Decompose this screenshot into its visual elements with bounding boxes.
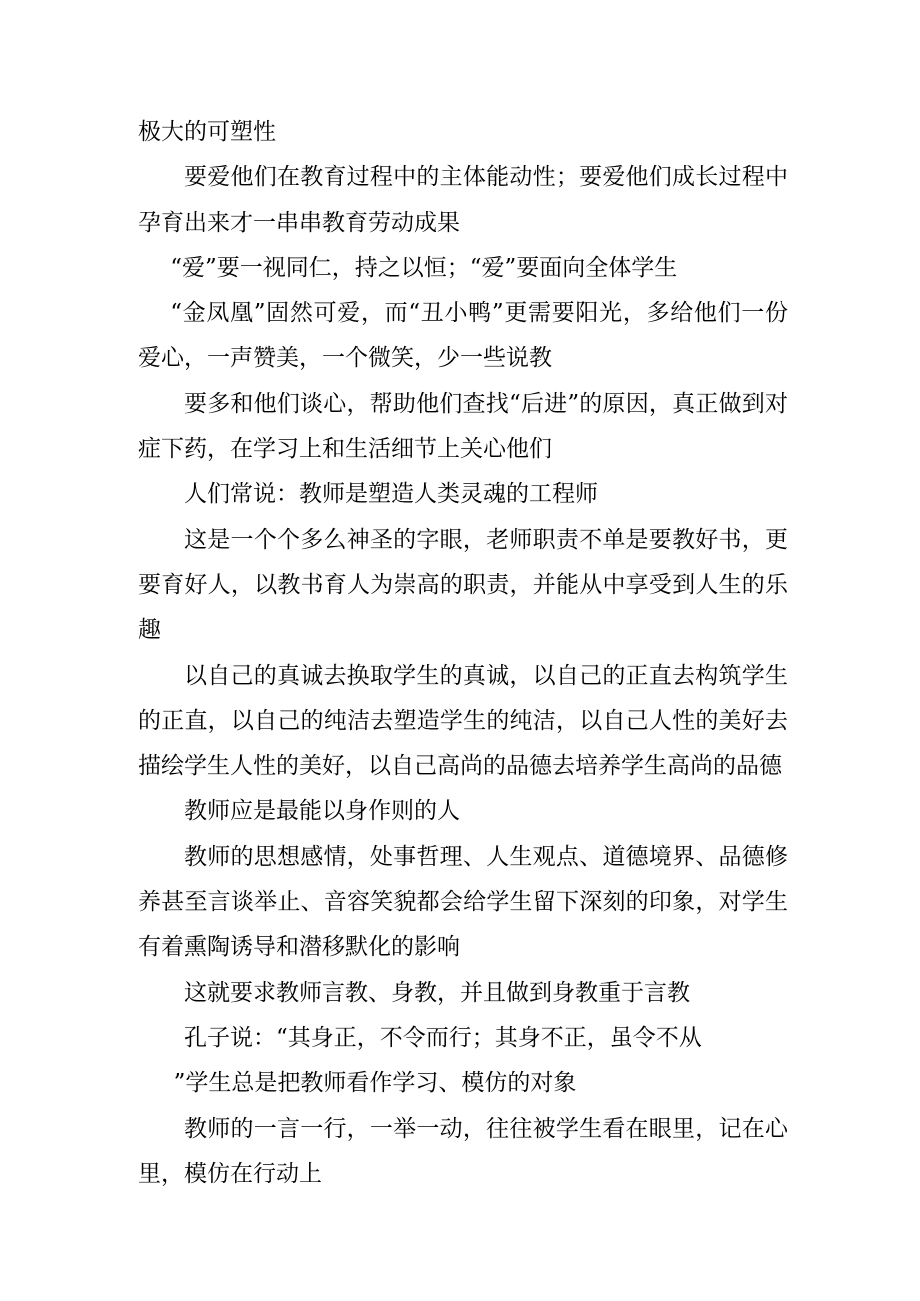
paragraph-9: 教师应是最能以身作则的人 (184, 798, 460, 825)
paragraph-7: 这是一个个多么神圣的字眼，老师职责不单是要教好书，更要育好人，以教书育人为崇高的职责，并能从中享受到人生的乐趣 (138, 526, 788, 644)
paragraph-1: 极大的可塑性 (138, 119, 276, 145)
paragraph-4: “金凤凰”固然可爱，而“丑小鸭”更需要阳光，多给他们一份爱心，一声赞美，一个微笑，少一些说教 (138, 300, 788, 372)
paragraph-6: 人们常说：教师是塑造人类灵魂的工程师 (184, 481, 598, 508)
paragraph-3: “爱”要一视同仁，持之以恒；“爱”要面向全体学生 (170, 254, 678, 281)
paragraph-11: 这就要求教师言教、身教，并且做到身教重于言教 (184, 979, 690, 1006)
paragraph-13: ”学生总是把教师看作学习、模仿的对象 (173, 1070, 577, 1097)
paragraph-12: 孔子说：“其身正，不令而行；其身不正，虽令不从 (184, 1024, 702, 1051)
paragraph-5: 要多和他们谈心，帮助他们查找“后进”的原因，真正做到对症下药，在学习上和生活细节上关心他们 (138, 390, 788, 463)
paragraph-10: 教师的思想感情，处事哲理、人生观点、道德境界、品德修养甚至言谈举止、音容笑貌都会给学生留下深刻的印象，对学生有着熏陶诱导和潜移默化的影响 (138, 843, 788, 961)
paragraph-14: 教师的一言一行，一举一动，往往被学生看在眼里，记在心里，模仿在行动上 (138, 1115, 788, 1187)
paragraph-2: 要爱他们在教育过程中的主体能动性；要爱他们成长过程中孕育出来才一串串教育劳动成果 (138, 164, 788, 236)
paragraph-8: 以自己的真诚去换取学生的真诚，以自己的正直去构筑学生的正直，以自己的纯洁去塑造学生的纯洁，以自己人性的美好去描绘学生人性的美好，以自己高尚的品德去培养学生高尚的品德 (138, 662, 788, 780)
document-body (138, 110, 788, 1197)
